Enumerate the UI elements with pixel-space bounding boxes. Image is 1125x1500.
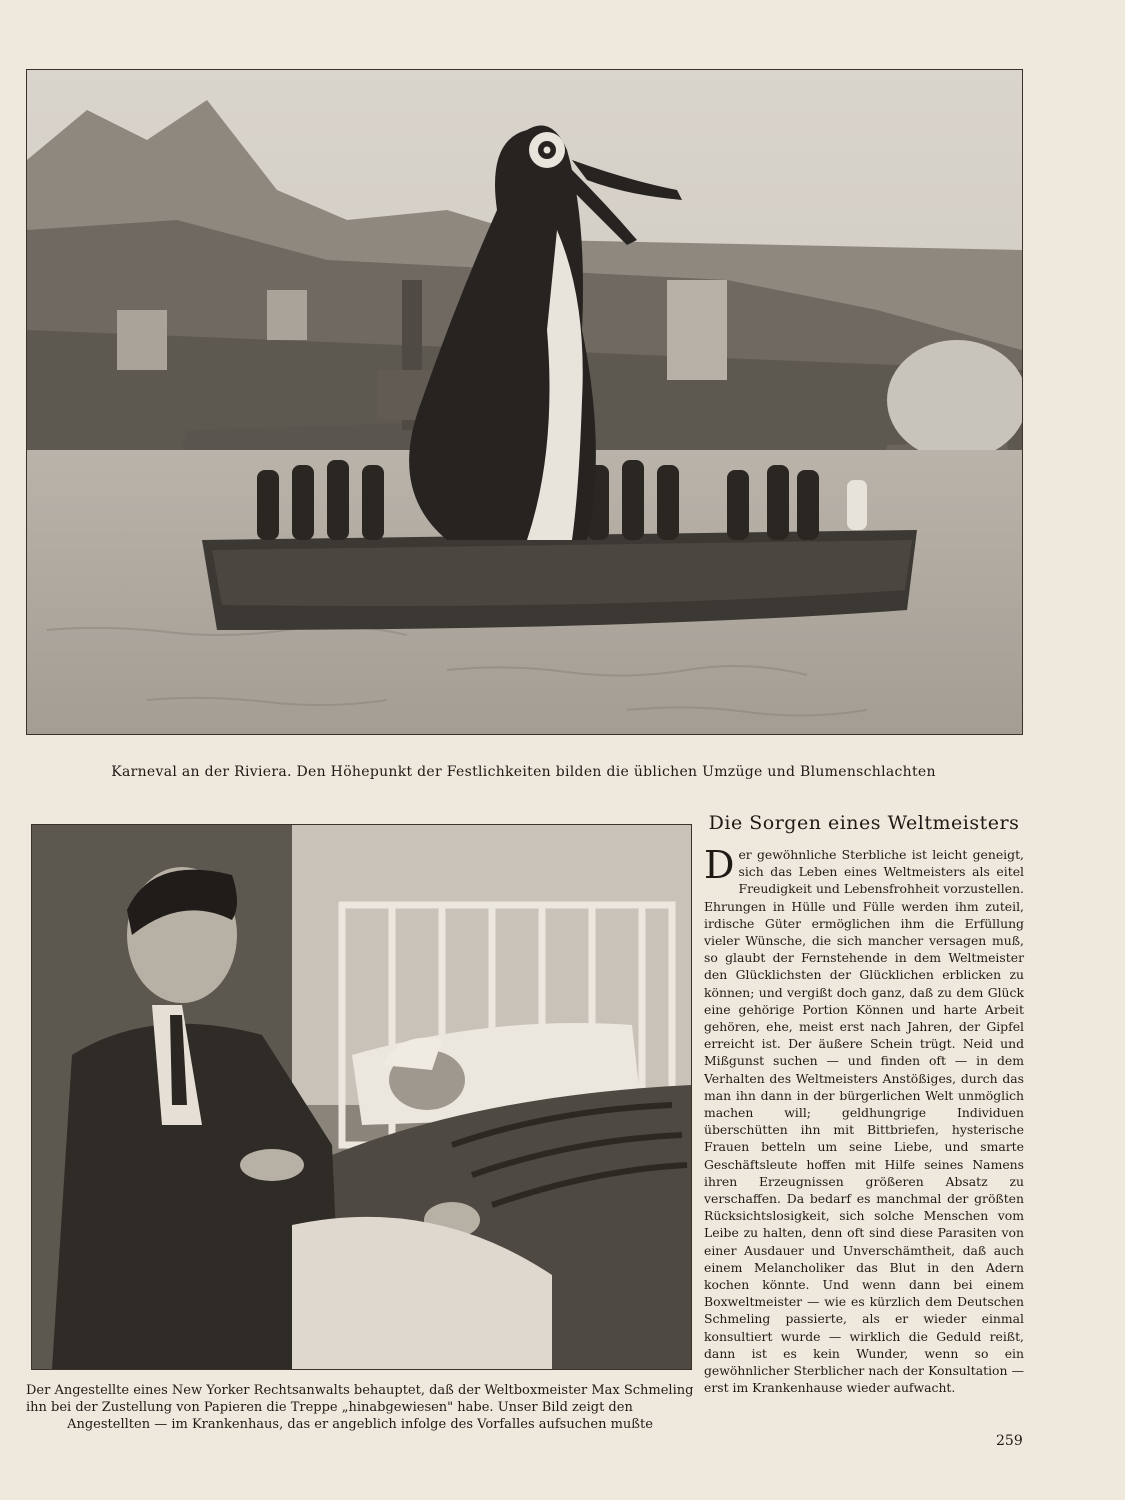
- hospital-caption-line: Der Angestellte eines New Yorker Rechtsanwalts behauptet, daß der Weltboxmeister Max Schmeling: [26, 1383, 694, 1398]
- hospital-caption-line: ihn bei der Zustellung von Papieren die Treppe „hinabgewiesen" habe. Unser Bild zeigt den: [26, 1400, 633, 1415]
- article: [704, 812, 1024, 1397]
- hospital-caption: [26, 1382, 694, 1433]
- article-text: er gewöhnliche Sterbliche ist leicht geneigt, sich das Leben eines Weltmeisters als eitel Freudigkeit und Lebensfrohheit vorzustellen. Ehrungen in Hülle und Fülle werden ihm zuteil, irdische Güter ermöglichen ihm die Erfüllung vieler Wünsche, die sich mancher versagen muß, so glaubt der Fernstehende in dem Weltmeister den Glücklichsten der Glücklichen erblicken zu können; und vergißt doch ganz, daß zu dem Glück eine gehörige Portion Können und harte Arbeit gehören, ehe, meist erst nach Jahren, der Gipfel erreicht ist. Der äußere Schein trügt. Neid und Mißgunst suchen — und finden oft — in dem Verhalten des Weltmeisters Anstößiges, durch das man ihn dann in der bürgerlichen Welt unmöglich machen will; geldhungrige Individuen überschütten ihn mit Bittbriefen, hysterische Frauen betteln um seine Liebe, und smarte Geschäftsleute hoffen mit Hilfe seines Namens ihren Erzeugnissen größeren Absatz zu verschaffen. Da bedarf es manchmal der größten Rücksichtslosigkeit, sich solche Menschen vom Leibe zu halten, denn oft sind diese Parasiten von einer Ausdauer und Unverschämtheit, daß auch einem Melancholiker das Blut in den Adern kochen könnte. Und wenn dann bei einem Boxweltmeister — wie es kürzlich dem Deutschen Schmeling passierte, als er wieder einmal konsultiert wurde — wirklich die Geduld reißt, dann ist es kein Wunder, wenn so ein gewöhnlicher Sterblicher nach der Konsultation — erst im Krankenhause wieder aufwacht.: [704, 847, 1024, 1396]
- hospital-photo-illustration: [32, 825, 691, 1369]
- carnival-caption: Karneval an der Riviera. Den Höhepunkt der Festlichkeiten bilden die üblichen Umzüge und Blumenschlachten: [111, 764, 936, 780]
- carnival-photo-illustration: [27, 70, 1022, 734]
- article-title: Die Sorgen eines Weltmeisters: [708, 812, 1020, 834]
- carnival-photo: [26, 69, 1023, 735]
- hospital-photo: [31, 824, 692, 1370]
- article-dropcap: D: [704, 843, 735, 887]
- hospital-caption-line: Angestellten — im Krankenhaus, das er angeblich infolge des Vorfalles aufsuchen mußte: [67, 1417, 653, 1432]
- article-body: [704, 843, 1024, 1397]
- page-number: 259: [996, 1433, 1023, 1449]
